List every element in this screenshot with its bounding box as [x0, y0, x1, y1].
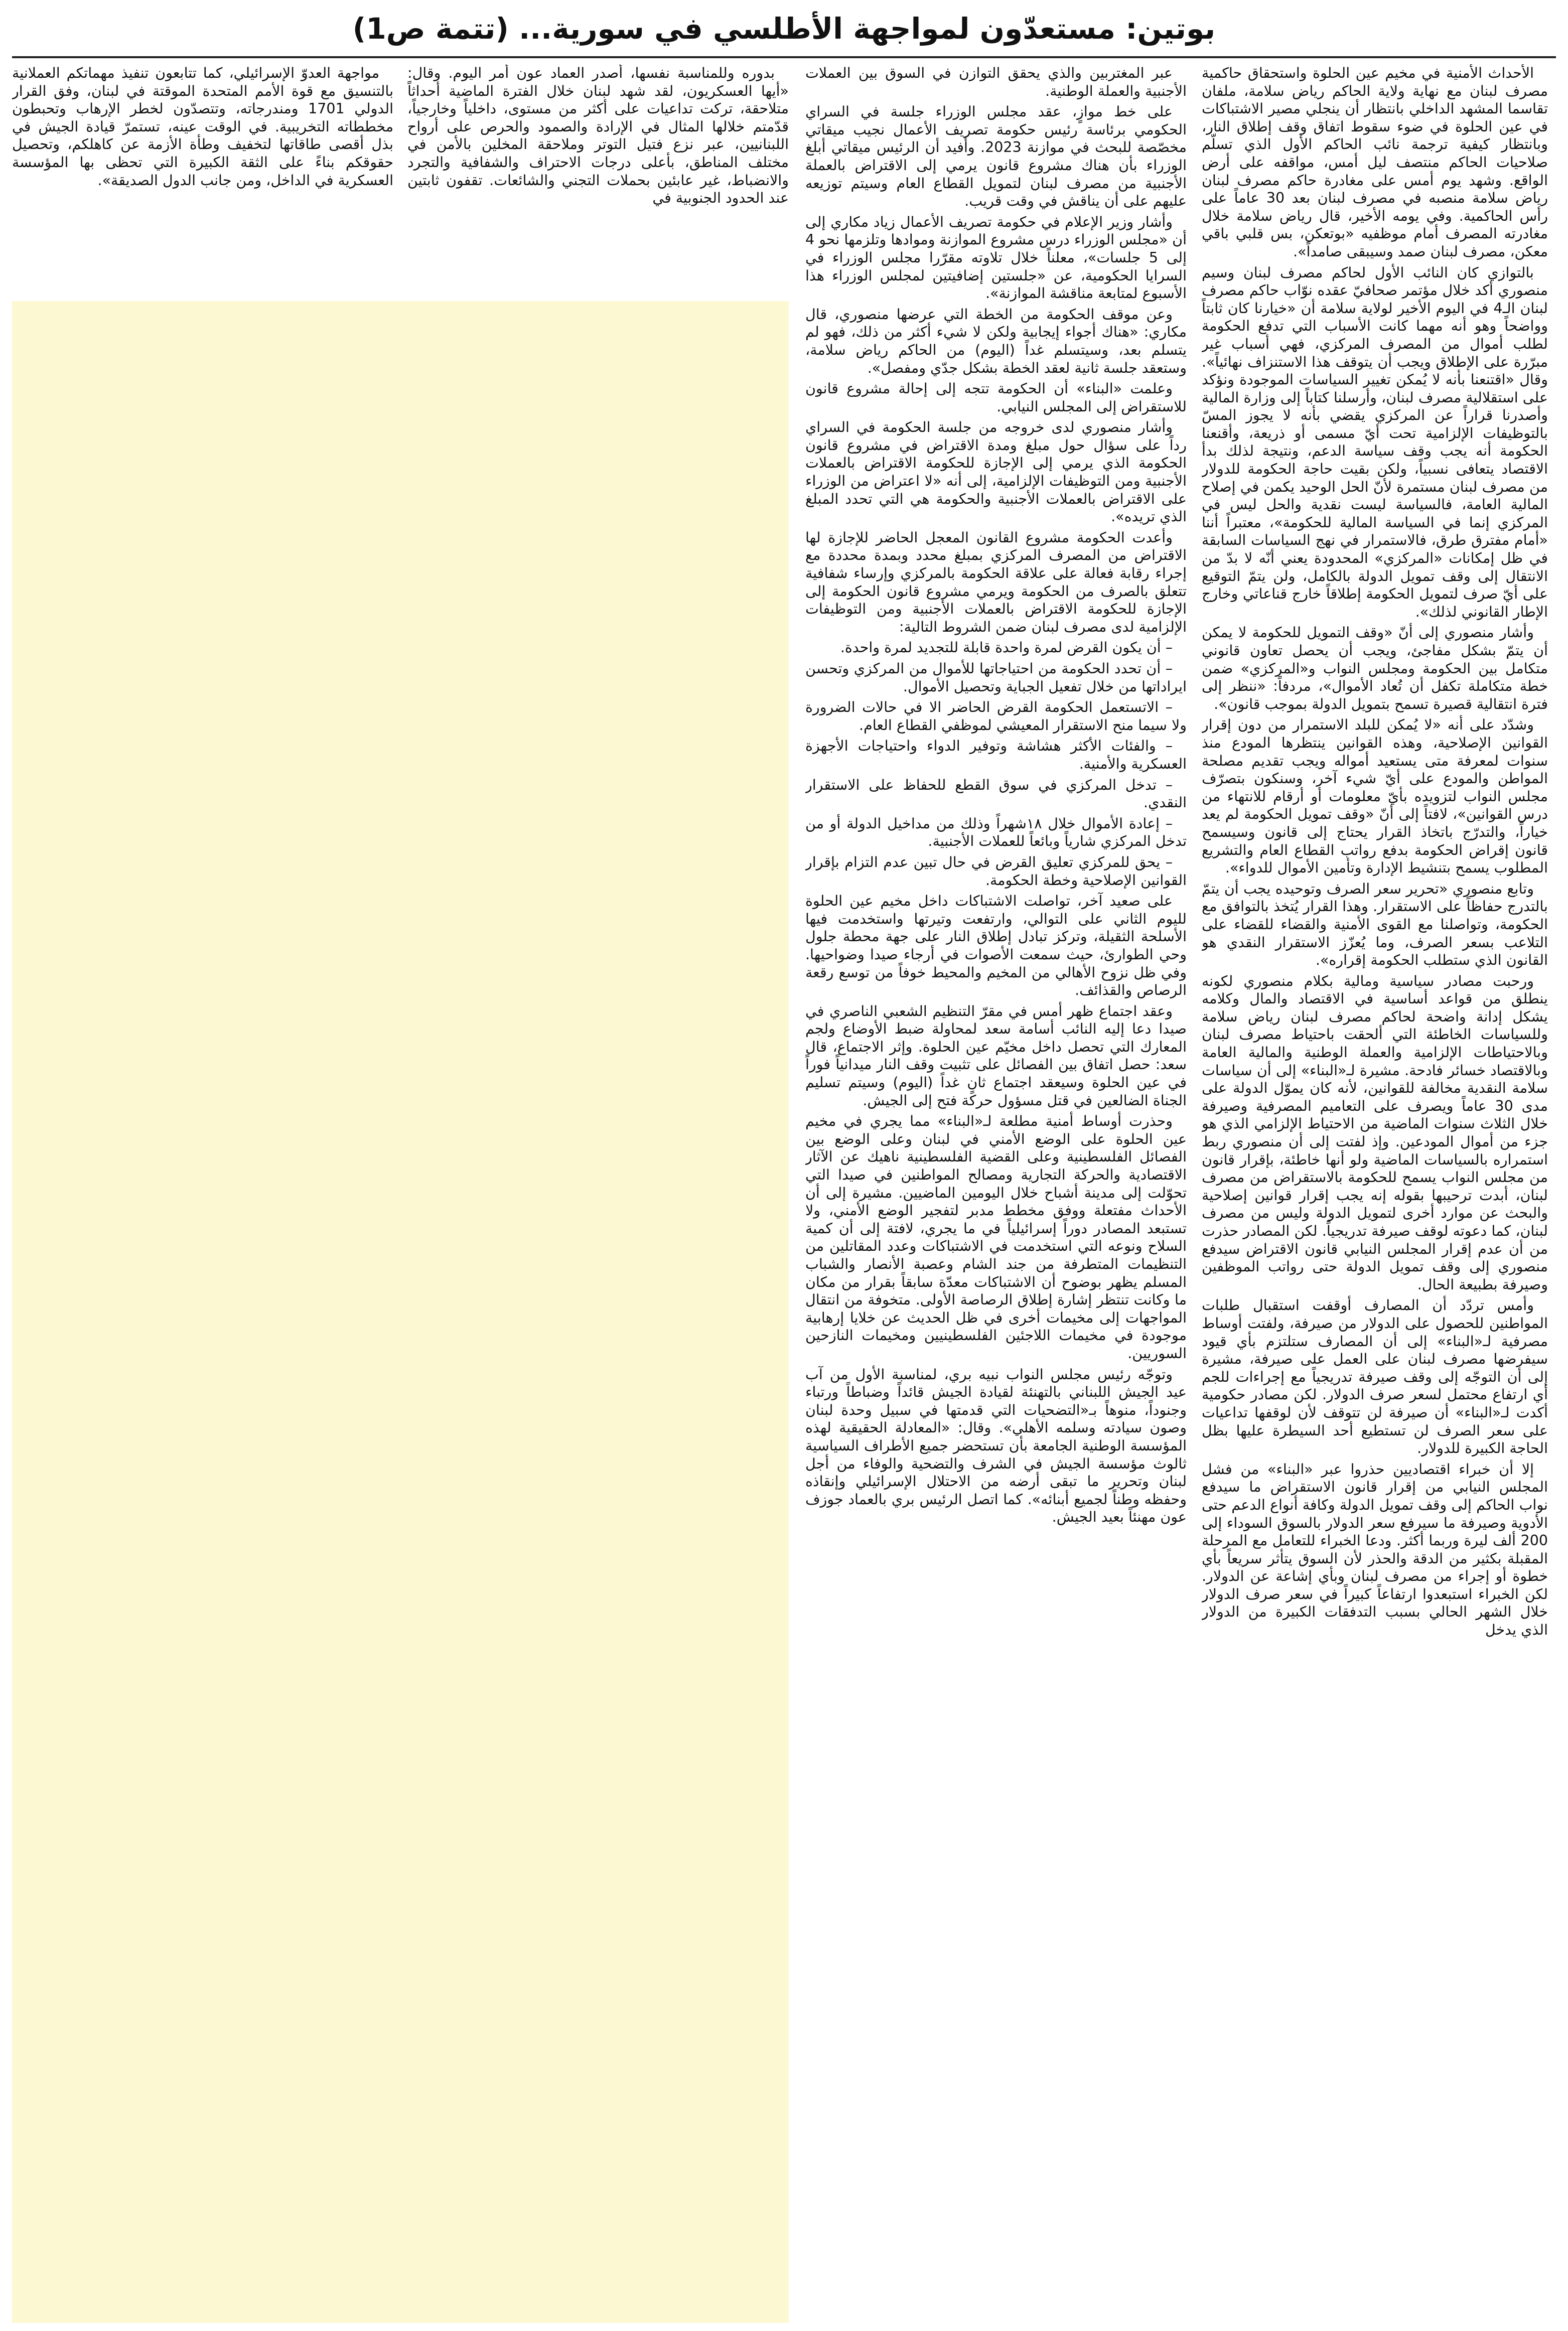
list-item: – والفئات الأكثر هشاشة وتوفير الدواء واحتياجات الأجهزة العسكرية والأمنية.	[805, 738, 1187, 772]
paragraph: بالتوازي كان النائب الأول لحاكم مصرف لبنان وسيم منصوري أكد خلال مؤتمر صحافيّ عقده نوّاب حاكم مصرف لبنان الـ4 في اليوم الأخير لولاية سلامة أن «خيارنا كان ثابتاً وواضحاً وهو أنه مهما كانت الأسباب التي تدفع الحكومة لطلب أموال من المصرف المركزي، فهي أسباب غير مبرّرة على الإطلاق ويجب أن يتوقف هذا الاستنزاف نهائياً». وقال «اقتنعنا بأنه لا يُمكن تغيير السياسات الموجودة ونؤكد على استقلالية مصرف لبنان، وأرسلنا كتاباً إلى وزارة المالية وأصدرنا قراراً عن المركزي يقضي بأنه لا يجوز المسّ بالتوظيفات الإلزامية تحت أيّ مسمى أو ذريعة، وأقنعنا الحكومة أنه يجب وقف سياسة الدعم، ونتيجة لذلك بدأ الاقتصاد يتعافى نسبياً، ولكن بقيت حاجة الحكومة للدولار من مصرف لبنان مستمرة لأنّ الحل الوحيد يكمن في إصلاح المالية العامة، فالسياسة ليست نقدية والحل ليس في المركزي إنما في السياسة المالية للحكومة»، معتبراً أننا «أمام مفترق طرق، فالاستمرار في نهج السياسات السابقة في ظل إمكانات «المركزي» المحدودة يعني أنّه لا بدّ من الانتقال إلى وقف تمويل الدولة بالكامل، ولن يتمّ التوقيع على أيّ صرف لتمويل الحكومة إطلاقاً خارج قناعاتي وخارج الإطار القانوني لذلك».	[1202, 264, 1548, 620]
paragraph: وتوجّه رئيس مجلس النواب نبيه بري، لمناسبة الأول من آب عيد الجيش اللبناني بالتهنئة لقيادة الجيش قائداً وضباطاً ورتباء وجنوداً، منوهاً بـ«التضحيات التي قدمتها في سبيل وحدة لبنان وصون سيادته وسلمه الأهلي». وقال: «المعادلة الحقيقية لهذه المؤسسة الوطنية الجامعة بأن تستحضر جميع الأطراف السياسية ثالوث مؤسسة الجيش في الشرف والتضحية والوفاء من أجل لبنان وتحرير ما تبقى أرضه من الاحتلال الإسرائيلي وإنقاذه وحفظه وطناً لجميع أبنائه». كما اتصل الرئيس بري بالعماد جوزف عون مهنئاً بعيد الجيش.	[805, 1366, 1187, 1526]
paragraph: وتابع منصوري «تحرير سعر الصرف وتوحيده يجب أن يتمّ بالتدرج حفاظاً على الاستقرار. وهذا القرار يُتخذ بالتوافق مع الحكومة، وتواصلنا مع القوى الأمنية والقضاء للقضاء على التلاعب بسعر الصرف، وما يُعزّز الاستقرار النقدي هو القانون الذي ستطلب الحكومة إقراره».	[1202, 880, 1548, 969]
list-item: – يحق للمركزي تعليق القرض في حال تبين عدم التزام بإقرار القوانين الإصلاحية وخطة الحكومة.	[805, 853, 1187, 889]
paragraph: وأمس تردّد أن المصارف أوقفت استقبال طلبات المواطنين للحصول على الدولار من صيرفة، ولفتت أوساط مصرفية لـ«البناء» إلى أن المصارف ستلتزم بأي قيود سيفرضها مصرف لبنان على العمل على صيرفة، مشيرة إلى أن التوجّه إلى وقف صيرفة تدريجياً مع إجراءات للجم أي ارتفاع محتمل لسعر صرف الدولار. لكن مصادر حكومية أكدت لـ«البناء» أن صيرفة لن تتوقف لأن لوقفها تداعيات على سعر الصرف لن تستطيع أحد السيطرة عليها بظل الحاجة الكبيرة للدولار.	[1202, 1297, 1548, 1457]
article-column-1	[1202, 64, 1548, 2322]
blank-highlight-area	[12, 301, 789, 2323]
paragraph: وشدّد على أنه «لا يُمكن للبلد الاستمرار من دون إقرار القوانين الإصلاحية، وهذه القوانين ينتظرها المودع منذ سنوات لمعرفة متى يستعيد أمواله ويجب تقديم مصلحة المواطن والمودع على أيّ شيء آخر، وسنكون بتصرّف مجلس النواب لتزويده بأيّ معلومات أو أرقام للانتهاء من درس القوانين»، لافتاً إلى أنّ «وقف تمويل الحكومة لم يعد خياراً، والتدرّج باتخاذ القرار يحتاج إلى قانون وسيسمح قانون إقراض الحكومة بدفع رواتب القطاع العام والتشريع المطلوب يسمح بتنشيط الإدارة وتأمين الأموال للدواء».	[1202, 716, 1548, 877]
paragraph: وعقد اجتماع ظهر أمس في مقرّ التنظيم الشعبي الناصري في صيدا دعا إليه النائب أسامة سعد لمحاولة ضبط الأوضاع ولجم المعارك التي تحصل داخل مخيّم عين الحلوة. وإثر الاجتماع، قال سعد: حصل اتفاق بين الفصائل على تثبيت وقف النار ميدانياً فوراً في عين الحلوة وسيعقد اجتماع ثانٍ غداً (اليوم) وسيتم تسليم الجناة الضالعين في قتل مسؤول حركة فتح إلى الجيش.	[805, 1002, 1187, 1109]
article-headline: بوتين: مستعدّون لمواجهة الأطلسي في سورية... (تتمة ص1)	[352, 12, 1216, 46]
paragraph: عبر المغتربين والذي يحقق التوازن في السوق بين العملات الأجنبية والعملة الوطنية.	[805, 65, 1187, 99]
headline-rule	[12, 56, 1556, 58]
list-item: – أن يكون القرض لمرة واحدة قابلة للتجديد لمرة واحدة.	[840, 639, 1173, 656]
paragraph: وأشار وزير الإعلام في حكومة تصريف الأعمال زياد مكاري إلى أن «مجلس الوزراء درس مشروع الموازنة وموادها وتلزمها نحو 4 إلى 5 جلسات»، معلناً خلال تلاوته مقرّرا مجلس الوزراء في السرايا الحكومية، عن «جلستين إضافيتين لمجلس الوزراء هذا الأسبوع لمتابعة مناقشة الموازنة».	[805, 213, 1187, 302]
paragraph: مواجهة العدوّ الإسرائيلي، كما تتابعون تنفيذ مهماتكم العملانية بالتنسيق مع قوة الأمم المتحدة الموقتة في لبنان، وفق القرار الدولي 1701 ومندرجاته، وتتصدّون لخطر الإرهاب وتحبطون مخططاته التخريبية. في الوقت عينه، تستمرّ قيادة الجيش في بذل أقصى طاقاتها لتخفيف وطأة الأزمة عن كاهلكم، وتحصيل حقوقكم بناءً على الثقة الكبيرة التي تحظى بها المؤسسة العسكرية في الداخل، ومن جانب الدول الصديقة».	[12, 65, 393, 189]
paragraph: الأحداث الأمنية في مخيم عين الحلوة واستحقاق حاكمية مصرف لبنان مع نهاية ولاية الحاكم رياض سلامة، ملفان تقاسما المشهد الداخلي بانتظار أن ينجلي مصير الاشتباكات في عين الحلوة في ضوء سقوط اتفاق وقف إطلاق النار، وبانتظار كيفية ترجمة نائب الحاكم الأول الذي تسلّم صلاحيات الحاكم منتصف ليل أمس، مواقفه على أرض الواقع. وشهد يوم أمس على مغادرة حاكم مصرف لبنان رياض سلامة منصبه في مصرف لبنان بعد 30 عاماً على رأس الحاكمية. وفي يومه الأخير، قال رياض سلامة خلال مغادرته المصرف أمام موظفيه «بوتعكن، بس قلبي باقي معكن، مصرف لبنان صمد وسيبقى صامداً».	[1202, 65, 1548, 260]
list-item: – أن تحدد الحكومة من احتياجاتها للأموال من المركزي وتحسن ايراداتها من خلال تفعيل الجباية وتحصيل الأموال.	[805, 660, 1187, 695]
paragraph: وحذرت أوساط أمنية مطلعة لـ«البناء» مما يجري في مخيم عين الحلوة على الوضع الأمني في لبنان وعلى الوضع بين الفصائل الفلسطينية وعلى القضية الفلسطينية ناهيك عن الآثار الاقتصادية والحركة التجارية ومصالح المواطنين في صيدا التي تحوّلت إلى مدينة أشباح خلال اليومين الماضيين. مشيرة إلى أن الأحداث مفتعلة ووفق مخطط مدبر لتفجير الوضع الأمني، ولا تستبعد المصادر دوراً إسرائيلياً في ما يجري، لافتة إلى أن كمية السلاح ونوعه التي استخدمت في الاشتباكات وعدد المقاتلين من التنظيمات المتطرفة من جند الشام وعصبة الأنصار والشباب المسلم يظهر بوضوح أن الاشتباكات معدّة سابقاً بقرار من مكان ما وكانت تنتظر إشارة إطلاق الرصاصة الأولى. متخوفة من انتقال المواجهات إلى مخيمات أخرى في ظل الحديث عن خلايا إرهابية موجودة في مخيمات اللاجئين الفلسطينيين ومخيمات النازحين السوريين.	[805, 1113, 1187, 1362]
paragraph: على صعيد آخر، تواصلت الاشتباكات داخل مخيم عين الحلوة لليوم الثاني على التوالي، وارتفعت وتيرتها واستخدمت فيها الأسلحة الثقيلة، وتركز تبادل إطلاق النار على جهة محطة جلول وحي الطوارئ، حيث سمعت الأصوات في أرجاء صيدا وضواحيها. وفي ظل نزوح الأهالي من المخيم والمحيط خوفاً من توسع رقعة الرصاص والقذائف.	[805, 893, 1187, 999]
list-item: – تدخل المركزي في سوق القطع للحفاظ على الاستقرار النقدي.	[805, 776, 1187, 811]
paragraph: وأشار منصوري لدى خروجه من جلسة الحكومة في السراي رداً على سؤال حول مبلغ ومدة الاقتراض في مشروع قانون الحكومة الذي يرمي إلى الإجازة للحكومة الاقتراض بالعملات الأجنبية ومن التوظيفات الإلزامية، إلى أنه «لا اعتراض من الوزراء على الاقتراض بالعملات الأجنبية والحكومة هي التي تحدد المبلغ الذي تريده».	[805, 419, 1187, 525]
list-item: – الاتستعمل الحكومة القرض الحاضر الا في حالات الضرورة ولا سيما منح الاستقرار المعيشي لموظفي القطاع العام.	[805, 699, 1187, 734]
paragraph: وعن موقف الحكومة من الخطة التي عرضها منصوري، قال مكاري: «هناك أجواء إيجابية ولكن لا شيء أكثر من ذلك، فهو لم يتسلم بعد، وسيتسلم غداً (اليوم) من الحاكم رياض سلامة، وستعقد جلسة ثانية لعقد الخطة بشكل جدّي ومفصل».	[805, 306, 1187, 376]
list-item: – إعادة الأموال خلال ١٨شهراً وذلك من مداخيل الدولة أو من تدخل المركزي شارياً وبائعاً للعملات الأجنبية.	[805, 815, 1187, 850]
paragraph: على خط موازٍ، عقد مجلس الوزراء جلسة في السراي الحكومي برئاسة رئيس حكومة تصريف الأعمال نجيب ميقاتي مخصّصة للبحث في موازنة 2023. وأفيد أن الرئيس ميقاتي أبلغ الوزراء بأن هناك مشروع قانون يرمي إلى الاقتراض بالعملة الأجنبية من مصرف لبنان لتمويل القطاع العام وسيتم توزيعه عليهم على أن يناقش في وقت قريب.	[805, 103, 1187, 210]
paragraph: بدوره وللمناسبة نفسها، أصدر العماد عون أمر اليوم. وقال: «أيها العسكريون، لقد شهد لبنان خلال الفترة الماضية أحداثاً متلاحقة، تركت تداعيات على أكثر من مستوى، داخلياً وخارجياً، قدّمتم خلالها المثال في الإرادة والصمود والحرص على أرواح اللبنانيين، عبر نزع فتيل التوتر وملاحقة المخلين بالأمن في مختلف المناطق، بأعلى درجات الاحتراف والشفافية والتجرد والانضباط، غير عابئين بحملات التجني والشائعات. تقفون ثابتين عند الحدود الجنوبية في	[407, 65, 789, 207]
paragraph: ورحبت مصادر سياسية ومالية بكلام منصوري لكونه ينطلق من قواعد أساسية في الاقتصاد والمال وكلامه يشكل إدانة واضحة لحاكم مصرف لبنان رياض سلامة وللسياسات الخاطئة التي ألحقت باحتياط مصرف لبنان وبالاحتياطات الإلزامية والعملة الوطنية والمالية العامة وبالاقتصاد خسائر فادحة. مشيرة لـ«البناء» إلى أن سياسات سلامة النقدية مخالفة للقوانين، لأنه كان يموّل الدولة على مدى 30 عاماً ويصرف على التعاميم المصرفية وصيرفة خلال الثلاث سنوات الماضية من الاحتياط الإلزامي الذي هو جزء من أموال المودعين. وإذ لفتت إلى أن منصوري ربط استمراره بالسياسات الماضية ولو أنها خاطئة، بإقرار قانون من مجلس النواب يسمح للحكومة بالاستقراض من مصرف لبنان، أبدت ترحيبها بقوله إنه يجب إقرار قوانين إصلاحية والبحث عن موارد أخرى لتمويل الدولة وليس من مصرف لبنان، كما دعوته لوقف صيرفة تدريجياً. لكن المصادر حذرت من أن عدم إقرار المجلس النيابي قانون الاقتراض سيدفع منصوري إلى وقف تمويل الدولة حتى رواتب الموظفين وصيرفة بطبيعة الحال.	[1202, 972, 1548, 1293]
article-column-3	[407, 64, 789, 365]
article-column-4	[12, 64, 393, 365]
article-column-2	[805, 64, 1187, 2322]
paragraph: وأعدت الحكومة مشروع القانون المعجل الحاضر للإجازة لها الاقتراض من المصرف المركزي بمبلغ محدد وبمدة محددة مع إجراء رقابة فعالة على علاقة الحكومة بالمركزي وإرساء شفافية تتعلق بالصرف من الحكومة ويرمي مشروع قانون الحكومة إلى الإجازة للحكومة الاقتراض بالعملات الأجنبية ومن التوظيفات الإلزامية لدى مصرف لبنان ضمن الشروط التالية:	[805, 529, 1187, 635]
paragraph: وأشار منصوري إلى أنّ «وقف التمويل للحكومة لا يمكن أن يتمّ بشكل مفاجئ، ويجب أن يحصل تعاون قانوني متكامل بين الحكومة ومجلس النواب و«المركزي» ضمن خطة متكاملة تكفل أن تُعاد الأموال»، مردفاً: «ننظر إلى فترة انتقالية قصيرة تسمح بتمويل الدولة بموجب قانون».	[1202, 624, 1548, 712]
paragraph: إلا أن خبراء اقتصاديين حذروا عبر «البناء» من فشل المجلس النيابي من إقرار قانون الاستقراض ما سيدفع نواب الحاكم إلى وقف تمويل الدولة وكافة أنواع الدعم حتى الأدوية وصيرفة ما سيرفع سعر الدولار بالسوق السوداء إلى 200 ألف ليرة وربما أكثر. ودعا الخبراء للتعامل مع المرحلة المقبلة بكثير من الدقة والحذر لأن السوق يتأثر سريعاً بأي خطوة أو إجراء من مصرف لبنان وبأي إشاعة عن الدولار. لكن الخبراء استبعدوا ارتفاعاً كبيراً في سعر صرف الدولار خلال الشهر الحالي بسبب التدفقات الكبيرة من الدولار الذي يدخل	[1202, 1461, 1548, 1639]
paragraph: وعلمت «البناء» أن الحكومة تتجه إلى إحالة مشروع قانون للاستقراض إلى المجلس النيابي.	[805, 380, 1187, 415]
